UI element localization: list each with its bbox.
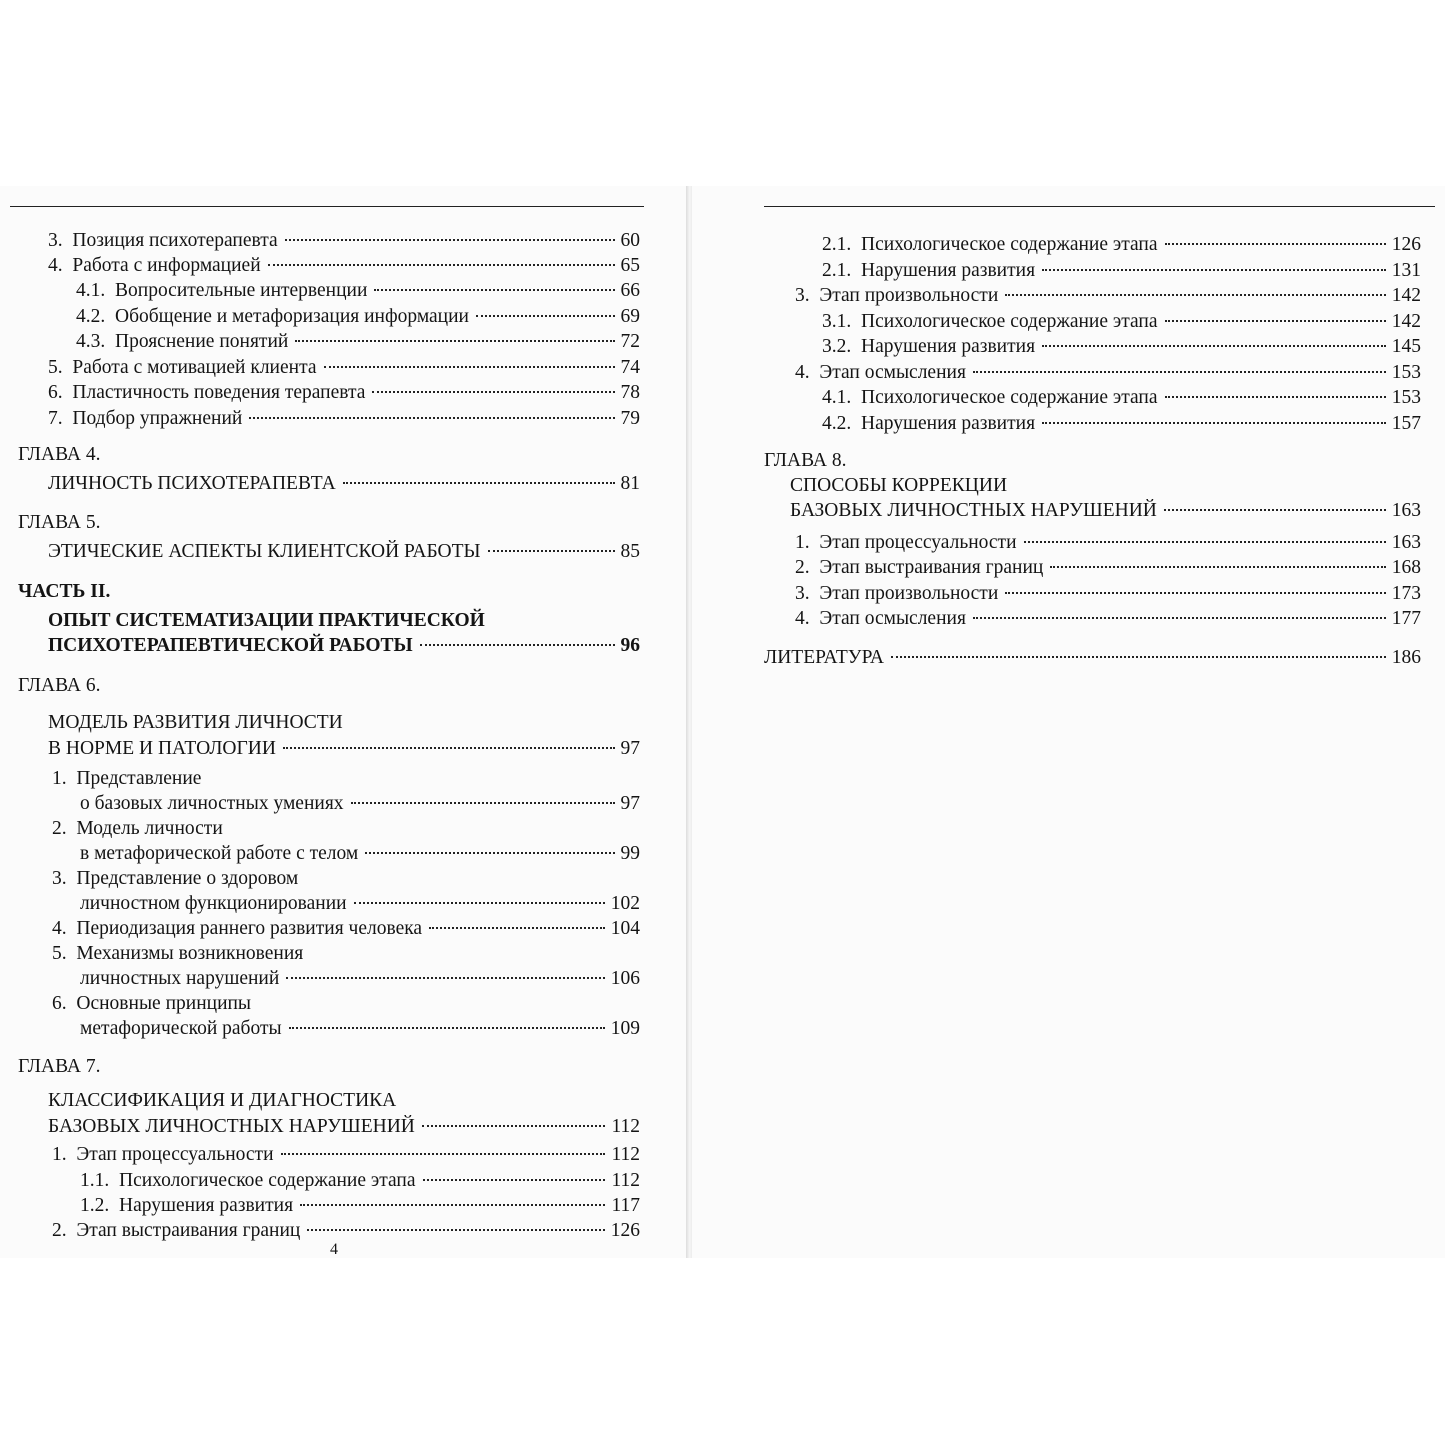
dot-leader [1050,566,1385,568]
entry-text: БАЗОВЫХ ЛИЧНОСТНЫХ НАРУШЕНИЙ [790,500,1157,521]
page-ref: 112 [611,1116,640,1137]
entry-title [795,581,1001,607]
page-number: 4 [330,1241,338,1258]
entry-number: 4.2. [76,306,106,327]
dot-leader [300,1204,605,1206]
entry-text: Этап процессуальности [76,1144,274,1165]
entry-number: 4.2. [822,413,852,434]
entry-number: 3. [795,583,810,604]
toc-entry [795,606,1421,632]
entry-title [48,539,484,565]
entry-title [48,228,281,254]
entry-text: Пластичность поведения терапевта [72,382,366,403]
toc-entry [76,278,640,304]
entry-number: 2. [795,557,810,578]
toc-entry [80,1193,640,1219]
toc-entry [822,334,1421,360]
entry-text: ЭТИЧЕСКИЕ АСПЕКТЫ КЛИЕНТСКОЙ РАБОТЫ [48,541,481,562]
page-ref: 177 [1391,608,1421,629]
entry-title [80,791,347,817]
page-ref: 126 [1391,234,1421,255]
toc-entry [822,411,1421,437]
toc-entry [48,736,640,762]
entry-text: Обобщение и метафоризация информации [115,306,469,327]
entry-text: ГЛАВА 6. [18,675,101,696]
entry-title [80,1168,419,1194]
entry-number: 1.2. [80,1195,110,1216]
entry-number: 2. [52,1220,67,1241]
page-ref: 60 [620,230,640,251]
dot-leader [1005,592,1385,594]
toc-entry [822,309,1421,335]
entry-text: МОДЕЛЬ РАЗВИТИЯ ЛИЧНОСТИ [48,712,343,733]
entry-number: 4. [48,255,63,276]
dot-leader [973,371,1386,373]
entry-text: о базовых личностных умениях [80,793,344,814]
header-rule [764,206,1435,207]
entry-text: БАЗОВЫХ ЛИЧНОСТНЫХ НАРУШЕНИЙ [48,1116,415,1137]
dot-leader [268,264,615,266]
entry-text: ОПЫТ СИСТЕМАТИЗАЦИИ ПРАКТИЧЕСКОЙ [48,610,485,631]
page-ref: 97 [620,738,640,759]
entry-number: 4.3. [76,331,106,352]
dot-leader [354,902,605,904]
entry-text: Нарушения развития [861,413,1036,434]
entry-text: Работа с мотивацией клиента [72,357,317,378]
entry-text: Психологическое содержание этапа [861,234,1158,255]
entry-title [48,355,320,381]
toc-line [52,991,251,1017]
dot-leader [295,340,614,342]
toc-entry [48,355,640,381]
entry-title [822,232,1161,258]
dot-leader [476,315,615,317]
entry-number: 5. [48,357,63,378]
entry-title [80,1016,285,1042]
page-ref: 81 [620,473,640,494]
dot-leader [1024,541,1386,543]
dot-leader [285,239,615,241]
entry-text: Вопросительные интервенции [115,280,368,301]
page-ref: 85 [620,541,640,562]
dot-leader [283,747,615,749]
entry-title [822,385,1161,411]
page-ref: 117 [611,1195,640,1216]
dot-leader [343,482,615,484]
entry-text: В НОРМЕ И ПАТОЛОГИИ [48,738,276,759]
toc-entry [822,258,1421,284]
section-heading [18,442,100,468]
dot-leader [423,1179,606,1181]
toc-entry [76,304,640,330]
entry-text: Психологическое содержание этапа [861,311,1158,332]
page-ref: 109 [610,1018,640,1039]
entry-text: Этап выстраивания границ [76,1220,301,1241]
entry-number: 4. [795,362,810,383]
entry-number: 1.1. [80,1170,110,1191]
page-ref: 97 [620,793,640,814]
toc-entry [80,1016,640,1042]
page-ref: 142 [1391,285,1421,306]
toc-entry [52,1218,640,1244]
entry-title [795,555,1046,581]
toc-entry [80,791,640,817]
entry-text: Этап произвольности [819,583,999,604]
section-heading [18,1054,100,1080]
dot-leader [286,977,604,979]
entry-number: 1. [795,532,810,553]
entry-text: Этап произвольности [819,285,999,306]
entry-text: Нарушения развития [119,1195,294,1216]
entry-title [80,841,361,867]
entry-number: 5. [52,943,67,964]
toc-entry [822,232,1421,258]
entry-text: Нарушения развития [861,336,1036,357]
entry-number: 4.1. [822,387,852,408]
entry-title [795,606,969,632]
entry-text: в метафорической работе с телом [80,843,359,864]
page-ref: 145 [1391,336,1421,357]
entry-number: 4. [795,608,810,629]
toc-entry [52,916,640,942]
entry-text: ПСИХОТЕРАПЕВТИЧЕСКОЙ РАБОТЫ [48,635,413,656]
left-page [0,186,688,1258]
dot-leader [488,550,615,552]
entry-text: ГЛАВА 8. [764,450,847,471]
section-heading [18,673,100,699]
dot-leader [420,644,615,646]
entry-title [48,471,339,497]
toc-entry [48,471,640,497]
toc-entry [48,1114,640,1140]
entry-text: ЛИЧНОСТЬ ПСИХОТЕРАПЕВТА [48,473,336,494]
entry-text: личностных нарушений [80,968,280,989]
toc-entry [790,498,1421,524]
toc-entry [48,228,640,254]
entry-number: 4.1. [76,280,106,301]
entry-number: 4. [52,918,67,939]
entry-text: Этап осмысления [819,362,966,383]
toc-entry [80,966,640,992]
toc-entry [764,645,1421,671]
toc-entry [795,555,1421,581]
entry-text: Этап процессуальности [819,532,1017,553]
section-heading [18,510,100,536]
entry-text: Основные принципы [76,993,252,1014]
entry-text: Представление [76,768,202,789]
entry-title [795,283,1001,309]
page-ref: 74 [620,357,640,378]
toc-entry [48,539,640,565]
toc-entry [822,385,1421,411]
entry-text: Представление о здоровом [76,868,299,889]
entry-title [822,411,1038,437]
page-ref: 106 [610,968,640,989]
page-ref: 78 [620,382,640,403]
page-ref: 157 [1391,413,1421,434]
page-ref: 69 [620,306,640,327]
entry-title [76,329,291,355]
entry-text: Прояснение понятий [115,331,289,352]
toc-line [52,816,223,842]
page-ref: 153 [1391,362,1421,383]
dot-leader [365,852,614,854]
dot-leader [289,1027,605,1029]
entry-text: Механизмы возникновения [76,943,304,964]
page-ref: 102 [610,893,640,914]
page-ref: 66 [620,280,640,301]
page-ref: 168 [1391,557,1421,578]
page-ref: 99 [620,843,640,864]
toc-entry [80,841,640,867]
entry-title [764,645,887,671]
header-rule [10,206,644,207]
toc-line [48,608,485,634]
section-heading [764,448,846,474]
dot-leader [374,289,614,291]
toc-entry [76,329,640,355]
dot-leader [1165,243,1386,245]
dot-leader [1164,509,1386,511]
dot-leader [351,802,615,804]
entry-number: 6. [48,382,63,403]
page-ref: 153 [1391,387,1421,408]
page-ref: 104 [610,918,640,939]
toc-entry [48,380,640,406]
toc-line [48,1088,396,1114]
entry-number: 2. [52,818,67,839]
dot-leader [973,617,1386,619]
entry-text: Этап осмысления [819,608,966,629]
entry-number: 7. [48,408,63,429]
dot-leader [281,1153,606,1155]
entry-number: 3. [48,230,63,251]
page-ref: 96 [620,635,640,656]
entry-text: Работа с информацией [72,255,261,276]
toc-line [790,473,1007,499]
entry-number: 3.2. [822,336,852,357]
entry-text: ЛИТЕРАТУРА [764,647,884,668]
page-ref: 163 [1391,500,1421,521]
entry-text: Нарушения развития [861,260,1036,281]
dot-leader [1165,320,1386,322]
entry-title [52,1142,277,1168]
dot-leader [891,656,1386,658]
dot-leader [1005,294,1385,296]
dot-leader [429,927,605,929]
entry-title [52,916,425,942]
dot-leader [422,1125,606,1127]
toc-entry [795,530,1421,556]
dot-leader [1165,396,1386,398]
toc-entry [80,1168,640,1194]
toc-entry [795,283,1421,309]
entry-text: Этап выстраивания границ [819,557,1044,578]
toc-line [52,941,303,967]
entry-text: ГЛАВА 5. [18,512,101,533]
entry-title [80,966,282,992]
page-ref: 163 [1391,532,1421,553]
entry-text: Подбор упражнений [72,408,243,429]
entry-title [795,530,1020,556]
toc-line [48,710,343,736]
page-ref: 79 [620,408,640,429]
page-ref: 186 [1391,647,1421,668]
toc-line [52,866,298,892]
dot-leader [1042,345,1386,347]
toc-entry [795,360,1421,386]
dot-leader [249,417,614,419]
toc-line [52,766,201,792]
right-page [692,186,1445,1258]
toc-entry [48,633,640,659]
entry-text: КЛАССИФИКАЦИЯ И ДИАГНОСТИКА [48,1090,397,1111]
entry-title [795,360,969,386]
page-ref: 173 [1391,583,1421,604]
entry-title [80,1193,296,1219]
dot-leader [324,366,615,368]
entry-title [48,1114,418,1140]
entry-text: Психологическое содержание этапа [861,387,1158,408]
toc-entry [52,1142,640,1168]
entry-number: 2.1. [822,260,852,281]
toc-entry [48,406,640,432]
entry-title [822,309,1161,335]
page-ref: 112 [611,1170,640,1191]
entry-number: 6. [52,993,67,1014]
entry-title [48,736,279,762]
entry-text: личностном функционировании [80,893,347,914]
entry-text: метафорической работы [80,1018,282,1039]
page-ref: 112 [611,1144,640,1165]
toc-entry [795,581,1421,607]
dot-leader [1042,269,1386,271]
entry-title [48,253,264,279]
entry-text: ГЛАВА 4. [18,444,101,465]
entry-title [48,406,245,432]
entry-title [76,278,370,304]
entry-text: ЧАСТЬ II. [18,581,111,602]
page-ref: 72 [620,331,640,352]
entry-text: Психологическое содержание этапа [119,1170,416,1191]
entry-text: Позиция психотерапевта [72,230,278,251]
entry-title [52,1218,303,1244]
page-ref: 142 [1391,311,1421,332]
entry-title [76,304,472,330]
entry-title [790,498,1160,524]
entry-title [48,633,416,659]
entry-number: 2.1. [822,234,852,255]
entry-title [822,334,1038,360]
entry-text: ГЛАВА 7. [18,1056,101,1077]
entry-number: 1. [52,1144,67,1165]
entry-title [80,891,350,917]
page-ref: 126 [610,1220,640,1241]
page-ref: 131 [1391,260,1421,281]
entry-number: 3. [52,868,67,889]
section-heading [18,579,110,605]
toc-entry [80,891,640,917]
dot-leader [1042,422,1386,424]
entry-number: 3.1. [822,311,852,332]
dot-leader [307,1229,604,1231]
entry-number: 1. [52,768,67,789]
entry-text: СПОСОБЫ КОРРЕКЦИИ [790,475,1008,496]
toc-entry [48,253,640,279]
dot-leader [372,391,614,393]
entry-text: Модель личности [76,818,223,839]
entry-number: 3. [795,285,810,306]
entry-title [822,258,1038,284]
page-ref: 65 [620,255,640,276]
entry-text: Периодизация раннего развития человека [76,918,423,939]
entry-title [48,380,368,406]
